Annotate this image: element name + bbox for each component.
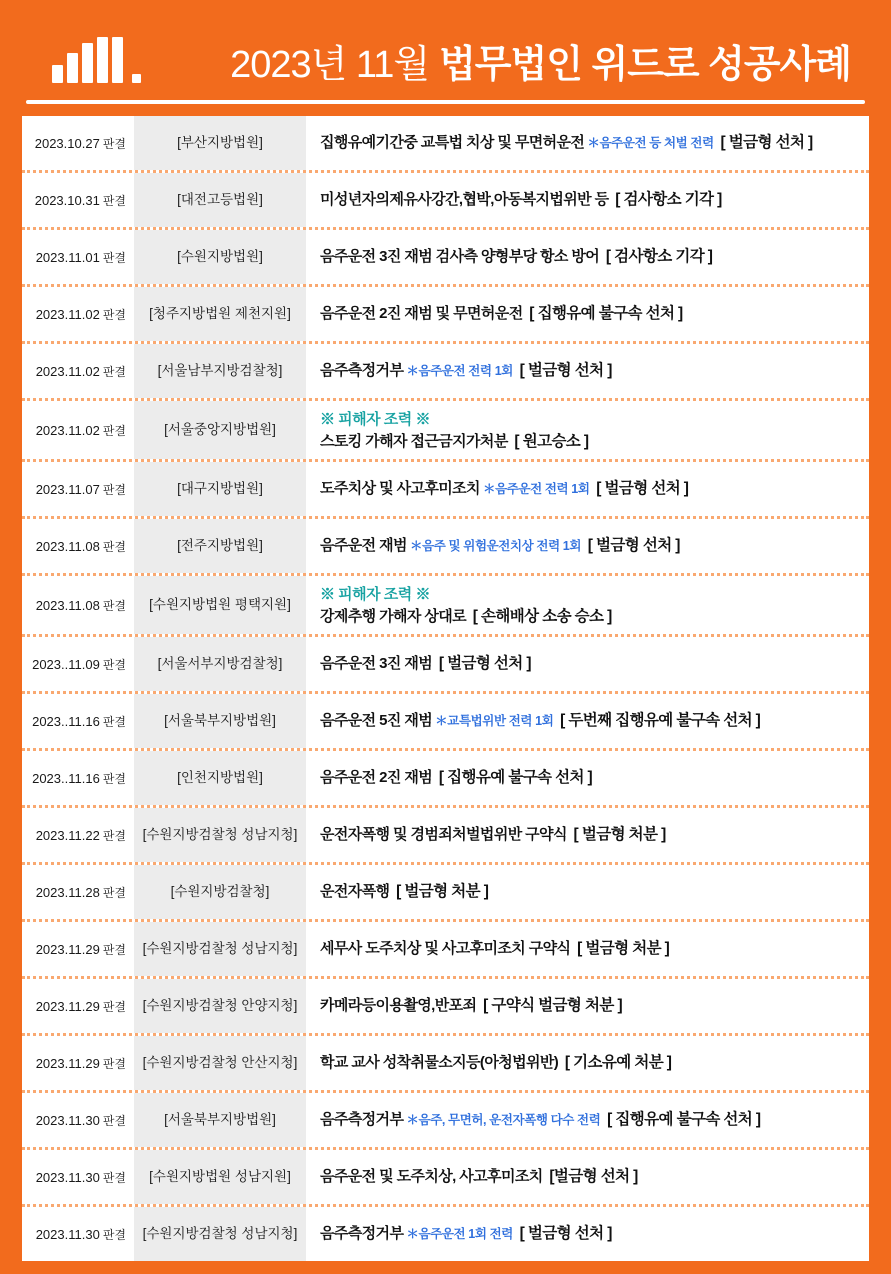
case-date-suffix: 판결 <box>102 771 126 786</box>
case-result-badge: [ 벌금형 선처 ] <box>515 361 612 379</box>
case-date-value: 2023..11.16 <box>32 713 100 729</box>
case-court: [부산지방법원] <box>134 116 306 170</box>
case-court: [대전고등법원] <box>134 173 306 227</box>
case-title: 강제추행 가해자 상대로 <box>320 608 467 626</box>
case-title: 음주운전 3진 재범 <box>320 655 433 673</box>
case-date <box>22 287 134 341</box>
table-row <box>22 576 869 637</box>
case-summary <box>306 287 869 341</box>
case-line <box>320 939 859 959</box>
case-title: 학교 교사 성착취물소지등(아청법위반) <box>320 1054 559 1072</box>
case-date <box>22 865 134 919</box>
case-summary <box>306 1036 869 1090</box>
case-summary <box>306 1093 869 1147</box>
case-date-value: 2023.11.29 <box>35 941 100 957</box>
prior-record-note: ＊음주운전 1회 전력 <box>403 1227 513 1242</box>
case-title: 음주운전 3진 재범 검사측 양형부당 항소 방어 <box>320 247 600 265</box>
case-court: [수원지방법원] <box>134 230 306 284</box>
case-date <box>22 116 134 170</box>
case-line <box>320 432 859 452</box>
case-line <box>320 825 859 845</box>
victim-support-note: ※ 피해자 조력 ※ <box>320 411 430 428</box>
case-date-suffix: 판결 <box>102 1113 126 1128</box>
table-row <box>22 1207 869 1261</box>
case-title: 음주측정거부 <box>320 1111 404 1129</box>
case-line <box>320 1110 859 1130</box>
case-court: [수원지방검찰청 성남지청] <box>134 1207 306 1261</box>
case-court: [수원지방법원 성남지원] <box>134 1150 306 1204</box>
case-title: 세무사 도주치상 및 사고후미조치 구약식 <box>320 940 571 958</box>
table-row <box>22 173 869 230</box>
table-row <box>22 808 869 865</box>
case-result-badge: [ 벌금형 선처 ] <box>435 655 531 673</box>
case-date-suffix: 판결 <box>102 136 126 151</box>
case-date-value: 2023.11.29 <box>35 1055 100 1071</box>
case-summary <box>306 230 869 284</box>
case-result-badge: [ 집행유예 불구속 선처 ] <box>603 1111 761 1129</box>
cases-table <box>22 116 869 1261</box>
table-row <box>22 637 869 694</box>
table-row <box>22 694 869 751</box>
case-date-value: 2023.10.27 <box>34 135 100 151</box>
case-line <box>320 304 859 324</box>
case-date <box>22 1036 134 1090</box>
case-title: 도주치상 및 사고후미조치 <box>320 480 480 498</box>
case-title: 운전자폭행 및 경범죄처벌법위반 구약식 <box>320 826 567 844</box>
case-date <box>22 462 134 516</box>
case-line <box>320 361 859 381</box>
case-date-value: 2023.11.07 <box>35 481 100 497</box>
case-date-suffix: 판결 <box>102 1170 126 1185</box>
case-line <box>320 1053 859 1073</box>
table-row <box>22 1093 869 1150</box>
case-date <box>22 1093 134 1147</box>
case-result-badge: [ 기소유예 처분 ] <box>561 1054 672 1072</box>
table-row <box>22 519 869 576</box>
case-court: [대구지방법원] <box>134 462 306 516</box>
case-line <box>320 190 859 210</box>
case-title: 음주운전 재범 <box>320 537 407 555</box>
case-court: [청주지방법원 제천지원] <box>134 287 306 341</box>
case-line <box>320 1167 859 1187</box>
prior-record-note: ＊음주 및 위험운전치상 전력 1회 <box>406 539 582 554</box>
case-line <box>320 996 859 1016</box>
case-date-value: 2023.11.30 <box>35 1112 100 1128</box>
table-row <box>22 116 869 173</box>
prior-record-note: ＊교특법위반 전력 1회 <box>432 714 554 729</box>
case-court: [수원지방검찰청 성남지청] <box>134 808 306 862</box>
case-title: 음주운전 및 도주치상, 사고후미조치 <box>320 1168 543 1186</box>
case-court: [수원지방검찰청 성남지청] <box>134 922 306 976</box>
case-line <box>320 536 859 556</box>
case-title: 음주운전 5진 재범 <box>320 712 433 730</box>
table-row <box>22 1150 869 1207</box>
case-date-value: 2023.10.31 <box>34 192 100 208</box>
case-summary <box>306 116 869 170</box>
case-line <box>320 133 859 153</box>
case-date <box>22 401 134 459</box>
case-date-suffix: 판결 <box>102 364 126 379</box>
case-title: 스토킹 가해자 접근금지가처분 <box>320 433 508 450</box>
case-date-suffix: 판결 <box>102 250 126 265</box>
case-result-badge: [ 벌금형 처분 ] <box>569 826 666 844</box>
page-title-main: 법무법인 위드로 성공사례 <box>439 43 851 86</box>
case-summary <box>306 865 869 919</box>
victim-support-note: ※ 피해자 조력 ※ <box>320 586 430 604</box>
page-title <box>230 33 851 88</box>
case-summary <box>306 173 869 227</box>
table-row <box>22 462 869 519</box>
case-summary <box>306 576 869 634</box>
case-date <box>22 922 134 976</box>
case-result-badge: [벌금형 선처 ] <box>545 1168 638 1186</box>
case-date <box>22 808 134 862</box>
wide-law-logo-icon <box>52 37 141 83</box>
case-date <box>22 979 134 1033</box>
case-line <box>320 768 859 788</box>
case-summary <box>306 751 869 805</box>
case-date-value: 2023.11.02 <box>35 422 100 438</box>
case-title: 음주운전 2진 재범 <box>320 769 433 787</box>
case-court: [인천지방법원] <box>134 751 306 805</box>
table-row <box>22 865 869 922</box>
case-result-badge: [ 손해배상 소송 승소 ] <box>469 608 612 626</box>
prior-record-note: ＊음주운전 등 처벌 전력 <box>584 135 714 150</box>
case-line <box>320 882 859 902</box>
case-date-suffix: 판결 <box>102 657 126 672</box>
case-court: [서울북부지방법원] <box>134 694 306 748</box>
case-title: 카메라등이용촬영,반포죄 <box>320 997 477 1015</box>
case-date <box>22 576 134 634</box>
case-date <box>22 173 134 227</box>
case-date-suffix: 판결 <box>102 423 126 438</box>
table-row <box>22 1036 869 1093</box>
case-summary <box>306 401 869 459</box>
case-result-badge: [ 벌금형 선처 ] <box>716 133 813 151</box>
case-summary <box>306 922 869 976</box>
case-line <box>320 654 859 674</box>
case-court: [수원지방검찰청] <box>134 865 306 919</box>
case-date-value: 2023..11.09 <box>32 656 100 672</box>
case-court: [수원지방검찰청 안양지청] <box>134 979 306 1033</box>
table-row <box>22 401 869 462</box>
case-result-badge: [ 집행유예 불구속 선처 ] <box>525 304 683 322</box>
case-summary <box>306 344 869 398</box>
case-date-value: 2023.11.30 <box>35 1169 100 1185</box>
case-line <box>320 247 859 267</box>
case-date <box>22 344 134 398</box>
case-date <box>22 519 134 573</box>
page-title-period: 2023년 11월 <box>230 43 430 86</box>
case-date-suffix: 판결 <box>102 1056 126 1071</box>
case-title: 집행유예기간중 교특법 치상 및 무면허운전 <box>320 133 585 151</box>
table-row <box>22 230 869 287</box>
case-result-badge: [ 벌금형 선처 ] <box>592 480 689 498</box>
prior-record-note: ＊음주운전 전력 1회 <box>403 363 513 378</box>
case-summary <box>306 462 869 516</box>
case-date-value: 2023.11.01 <box>35 249 100 265</box>
case-result-badge: [ 집행유예 불구속 선처 ] <box>435 769 593 787</box>
case-date <box>22 230 134 284</box>
case-result-badge: [ 검사항소 기각 ] <box>611 190 722 208</box>
case-title: 음주측정거부 <box>320 1225 404 1243</box>
case-line <box>320 479 859 499</box>
header-divider <box>26 100 865 104</box>
case-court: [수원지방법원 평택지원] <box>134 576 306 634</box>
case-result-badge: [ 구약식 벌금형 처분 ] <box>479 997 622 1015</box>
case-date-value: 2023.11.30 <box>35 1226 100 1242</box>
case-date-suffix: 판결 <box>102 942 126 957</box>
case-title: 미성년자의제유사강간,협박,아동복지법위반 등 <box>320 190 609 208</box>
table-row <box>22 287 869 344</box>
case-date-suffix: 판결 <box>102 885 126 900</box>
table-row <box>22 751 869 808</box>
case-court: [전주지방법원] <box>134 519 306 573</box>
case-line <box>320 711 859 731</box>
case-summary <box>306 979 869 1033</box>
case-title: 운전자폭행 <box>320 883 390 901</box>
table-row <box>22 344 869 401</box>
case-court: [서울중앙지방법원] <box>134 401 306 459</box>
case-result-badge: [ 벌금형 처분 ] <box>392 883 489 901</box>
case-date-value: 2023.11.02 <box>35 306 100 322</box>
case-date-suffix: 판결 <box>102 482 126 497</box>
case-summary <box>306 519 869 573</box>
prior-record-note: ＊음주운전 전력 1회 <box>479 482 590 497</box>
case-date-suffix: 판결 <box>102 598 126 613</box>
case-result-badge: [ 원고승소 ] <box>510 433 589 450</box>
case-date <box>22 1207 134 1261</box>
case-date-value: 2023.11.28 <box>35 884 100 900</box>
case-date <box>22 751 134 805</box>
case-result-badge: [ 두번째 집행유예 불구속 선처 ] <box>556 712 761 730</box>
case-date-suffix: 판결 <box>102 999 126 1014</box>
case-date-suffix: 판결 <box>102 193 126 208</box>
case-date-value: 2023.11.29 <box>35 998 100 1014</box>
case-summary <box>306 694 869 748</box>
case-line <box>320 607 859 627</box>
case-date <box>22 694 134 748</box>
poster-header <box>22 26 869 94</box>
case-result-badge: [ 검사항소 기각 ] <box>602 247 713 265</box>
case-court: [서울남부지방검찰청] <box>134 344 306 398</box>
case-line <box>320 1224 859 1244</box>
case-date-suffix: 판결 <box>102 828 126 843</box>
case-summary <box>306 637 869 691</box>
case-title: 음주측정거부 <box>320 361 404 379</box>
case-result-badge: [ 벌금형 선처 ] <box>515 1225 612 1243</box>
case-date <box>22 637 134 691</box>
table-row <box>22 922 869 979</box>
case-date-value: 2023.11.08 <box>35 597 100 613</box>
case-date-suffix: 판결 <box>102 539 126 554</box>
case-court: [수원지방검찰청 안산지청] <box>134 1036 306 1090</box>
table-row <box>22 979 869 1036</box>
case-date-value: 2023.11.08 <box>35 538 100 554</box>
case-summary <box>306 1207 869 1261</box>
prior-record-note: ＊음주, 무면허, 운전자폭행 다수 전력 <box>403 1113 601 1128</box>
case-summary <box>306 808 869 862</box>
case-date-value: 2023.11.22 <box>35 827 100 843</box>
case-date-value: 2023.11.02 <box>35 363 100 379</box>
case-date-value: 2023..11.16 <box>32 770 100 786</box>
case-title: 음주운전 2진 재범 및 무면허운전 <box>320 304 523 322</box>
case-court: [서울북부지방법원] <box>134 1093 306 1147</box>
case-date-suffix: 판결 <box>102 307 126 322</box>
case-date <box>22 1150 134 1204</box>
case-result-badge: [ 벌금형 선처 ] <box>584 537 680 555</box>
case-date-suffix: 판결 <box>102 714 126 729</box>
case-court: [서울서부지방검찰청] <box>134 637 306 691</box>
case-result-badge: [ 벌금형 처분 ] <box>573 940 670 958</box>
case-summary <box>306 1150 869 1204</box>
case-date-suffix: 판결 <box>102 1227 126 1242</box>
